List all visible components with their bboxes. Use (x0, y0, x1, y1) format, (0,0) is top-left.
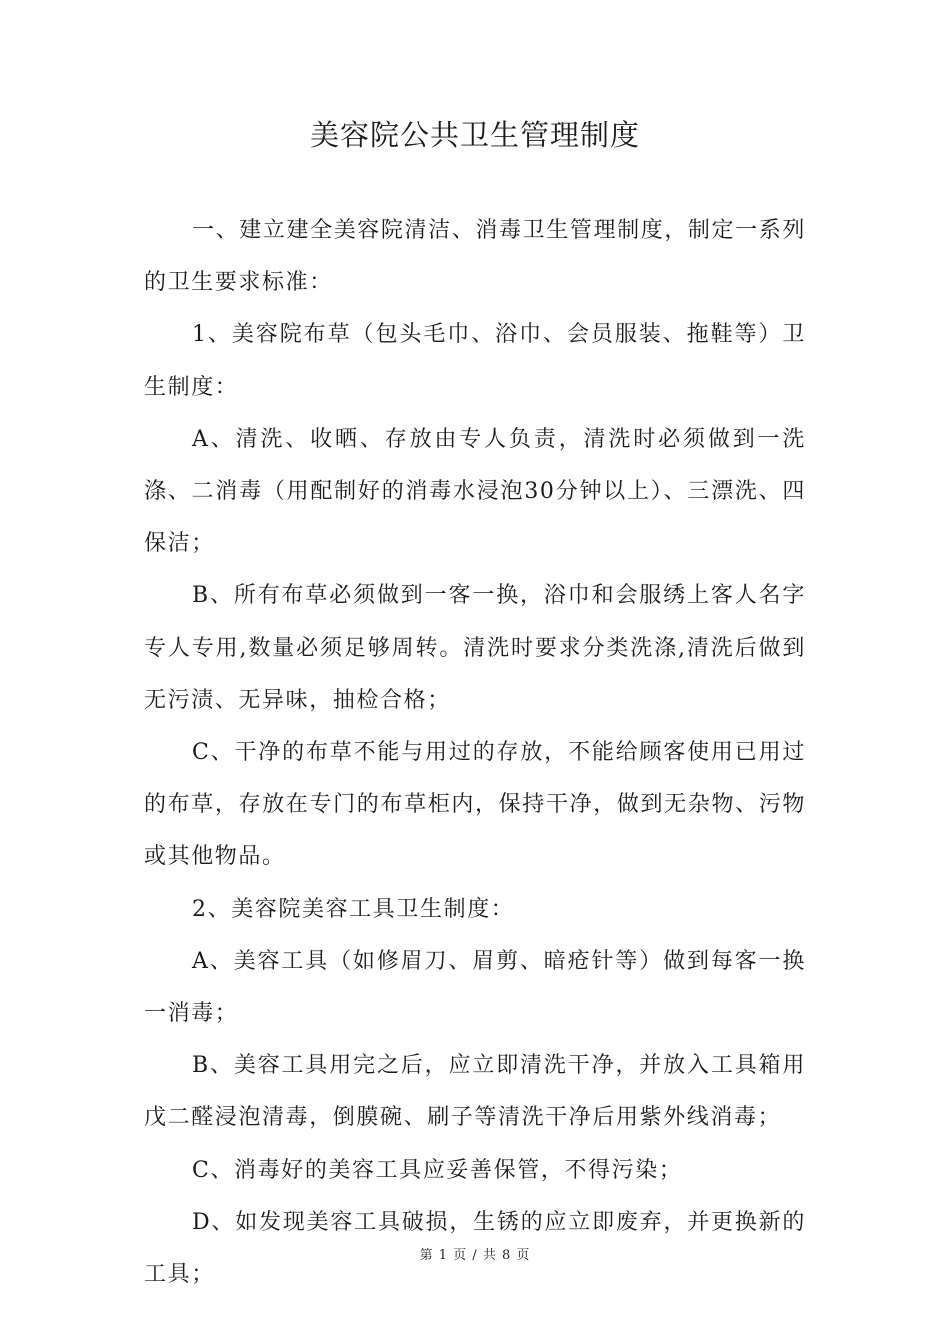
paragraph-linen-a: A、清洗、收晒、存放由专人负责，清洗时必须做到一洗涤、二消毒（用配制好的消毒水浸泡30分钟以上）、三漂洗、四保洁； (144, 426, 806, 557)
paragraph-tools-policy: 2、美容院美容工具卫生制度： (192, 896, 515, 922)
page-footer: 第 1 页 / 共 8 页 (419, 1248, 531, 1263)
document-body (144, 205, 806, 1301)
paragraph-section-1: 一、建立建全美容院清洁、消毒卫生管理制度，制定一系列的卫生要求标准： (144, 218, 806, 296)
document-title: 美容院公共卫生管理制度 (309, 118, 640, 152)
paragraph-tools-d: D、如发现美容工具破损，生锈的应立即废弃，并更换新的工具； (144, 1209, 806, 1288)
paragraph-linen-b: B、所有布草必须做到一客一换，浴巾和会服绣上客人名字专人专用,数量必须足够周转。清洗时要求分类洗涤,清洗后做到无污渍、无异味，抽检合格； (144, 583, 806, 713)
paragraph-linen-policy: 1、美容院布草（包头毛巾、浴巾、会员服装、拖鞋等）卫生制度： (144, 322, 806, 400)
paragraph-tools-b: B、美容工具用完之后，应立即清洗干净，并放入工具箱用戊二醛浸泡清毒，倒膜碗、刷子等清洗干净后用紫外线消毒； (144, 1053, 806, 1131)
paragraph-linen-c: C、干净的布草不能与用过的存放，不能给顾客使用已用过的布草，存放在专门的布草柜内，保持干净，做到无杂物、污物或其他物品。 (144, 740, 806, 870)
paragraph-tools-c: C、消毒好的美容工具应妥善保管，不得污染； (192, 1157, 683, 1183)
paragraph-tools-a: A、美容工具（如修眉刀、眉剪、暗疮针等）做到每客一换一消毒； (144, 948, 806, 1027)
